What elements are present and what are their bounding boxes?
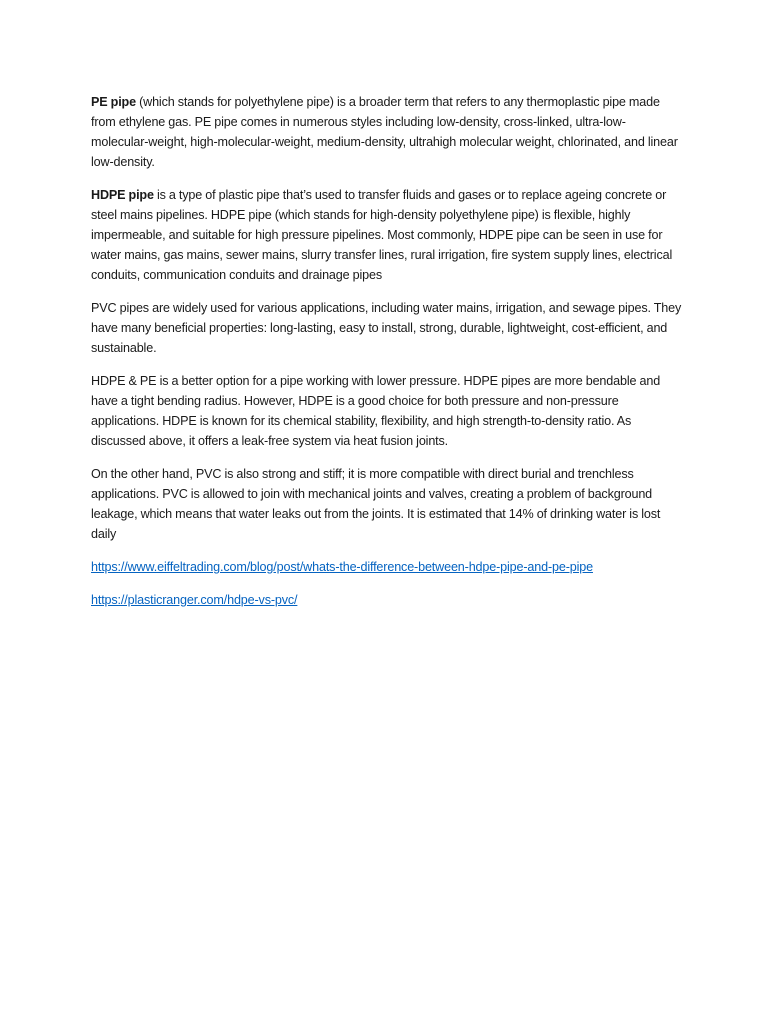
term-hdpe-pipe: HDPE pipe [91,188,154,202]
paragraph-text: (which stands for polyethylene pipe) is a broader term that refers to any thermoplastic pipe made from ethylene gas. PE pipe comes in numerous styles including low-density, cross-linked, ultra-low-molecular-weight, high-molecular-weight, medium-density, ultrahigh molecular weight, chlorinated, and linear low-density. [91,95,678,169]
paragraph-pvc-comparison [91,464,683,544]
paragraph-pvc-pipes [91,298,683,358]
link-eiffeltrading[interactable]: https://www.eiffeltrading.com/blog/post/whats-the-difference-between-hdpe-pipe-and-pe-pipe [91,560,593,574]
paragraph-text: On the other hand, PVC is also strong and stiff; it is more compatible with direct burial and trenchless applications. PVC is allowed to join with mechanical joints and valves, creating a problem of background leakage, which means that water leaks out from the joints. It is estimated that 14% of drinking water is lost daily [91,467,661,541]
paragraph-pe-pipe [91,92,683,172]
link-plasticranger[interactable]: https://plasticranger.com/hdpe-vs-pvc/ [91,593,298,607]
paragraph-text: PVC pipes are widely used for various applications, including water mains, irrigation, and sewage pipes. They have many beneficial properties: long-lasting, easy to install, strong, durable, lightweight, cost-efficient, and sustainable. [91,301,682,355]
paragraph-text: is a type of plastic pipe that’s used to transfer fluids and gases or to replace ageing concrete or steel mains pipelines. HDPE pipe (which stands for high-density polyethylene pipe) is flexible, highly impermeable, and suitable for high pressure pipelines. Most commonly, HDPE pipe can be seen in use for water mains, gas mains, sewer mains, slurry transfer lines, rural irrigation, fire system supply lines, electrical conduits, communication conduits and drainage pipes [91,188,673,282]
document-body [91,92,683,623]
term-pe-pipe: PE pipe [91,95,136,109]
paragraph-hdpe-pipe [91,185,683,285]
paragraph-text: HDPE & PE is a better option for a pipe working with lower pressure. HDPE pipes are more bendable and have a tight bending radius. However, HDPE is a good choice for both pressure and non-pressure applications. HDPE is known for its chemical stability, flexibility, and high strength-to-density ratio. As discussed above, it offers a leak-free system via heat fusion joints. [91,374,661,448]
paragraph-hdpe-pe-comparison [91,371,683,451]
